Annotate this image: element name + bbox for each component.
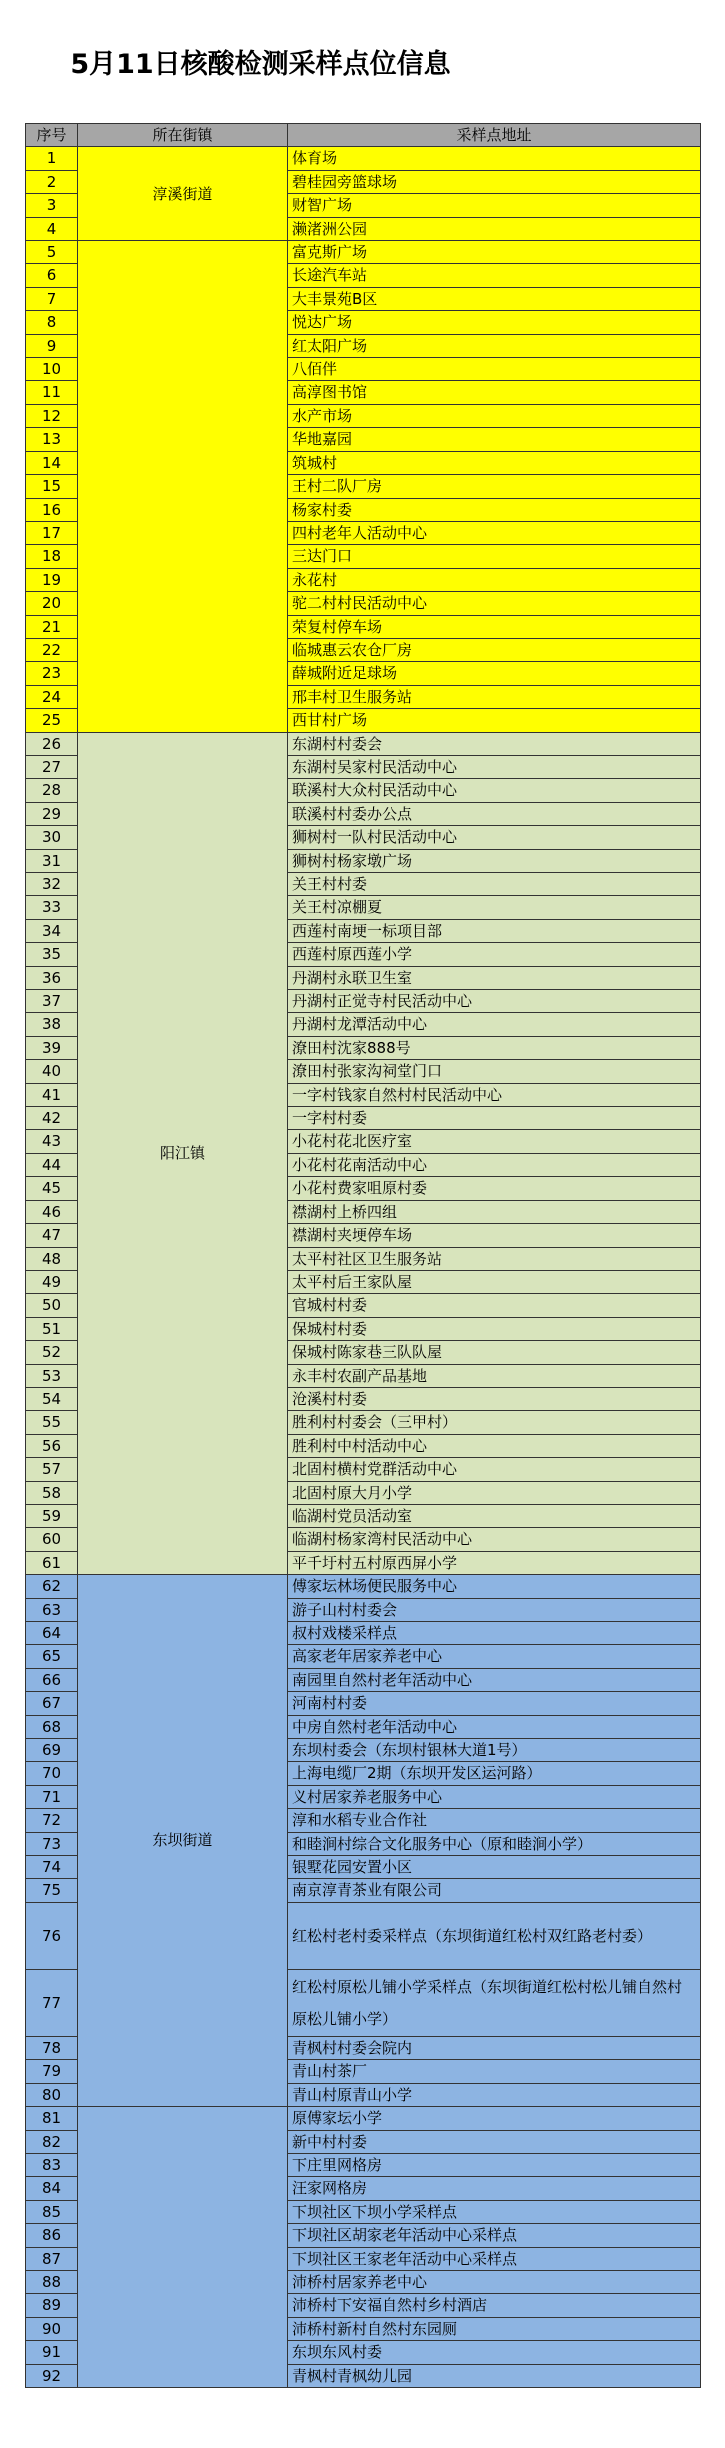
site-address: 傅家坛林场便民服务中心 (288, 1575, 701, 1598)
row-number: 55 (26, 1411, 78, 1434)
site-address: 淳和水稻专业合作社 (288, 1809, 701, 1832)
site-address: 下坝社区下坝小学采样点 (288, 2200, 701, 2223)
row-number: 76 (26, 1902, 78, 1969)
site-address: 青枫村村委会院内 (288, 2036, 701, 2059)
row-number: 25 (26, 709, 78, 732)
site-address: 小花村费家咀原村委 (288, 1177, 701, 1200)
site-address: 太平村后王家队屋 (288, 1270, 701, 1293)
row-number: 6 (26, 264, 78, 287)
row-number: 3 (26, 194, 78, 217)
header-num: 序号 (26, 124, 78, 147)
site-address: 沛桥村下安福自然村乡村酒店 (288, 2294, 701, 2317)
site-address: 保城村陈家巷三队队屋 (288, 1341, 701, 1364)
site-address: 丹湖村永联卫生室 (288, 966, 701, 989)
site-address: 临湖村党员活动室 (288, 1504, 701, 1527)
row-number: 50 (26, 1294, 78, 1317)
site-address: 筑城村 (288, 451, 701, 474)
site-address: 下坝社区王家老年活动中心采样点 (288, 2247, 701, 2270)
site-address: 中房自然村老年活动中心 (288, 1715, 701, 1738)
site-address: 青山村原青山小学 (288, 2083, 701, 2106)
row-number: 71 (26, 1785, 78, 1808)
site-address: 富克斯广场 (288, 241, 701, 264)
site-address: 东坝东风村委 (288, 2341, 701, 2364)
row-number: 11 (26, 381, 78, 404)
row-number: 9 (26, 334, 78, 357)
row-number: 12 (26, 404, 78, 427)
site-address: 新中村村委 (288, 2130, 701, 2153)
row-number: 89 (26, 2294, 78, 2317)
table-body (26, 147, 701, 2388)
row-number: 58 (26, 1481, 78, 1504)
site-address: 青枫村青枫幼儿园 (288, 2364, 701, 2387)
site-address: 南园里自然村老年活动中心 (288, 1668, 701, 1691)
site-address: 南京淳青茶业有限公司 (288, 1879, 701, 1902)
site-address: 一字村钱家自然村村民活动中心 (288, 1083, 701, 1106)
table-row (26, 1575, 701, 1598)
row-number: 56 (26, 1434, 78, 1457)
row-number: 60 (26, 1528, 78, 1551)
row-number: 30 (26, 826, 78, 849)
site-address: 永丰村农副产品基地 (288, 1364, 701, 1387)
row-number: 46 (26, 1200, 78, 1223)
row-number: 68 (26, 1715, 78, 1738)
row-number: 52 (26, 1341, 78, 1364)
table-row (26, 147, 701, 170)
row-number: 33 (26, 896, 78, 919)
row-number: 15 (26, 475, 78, 498)
site-address: 八佰伴 (288, 358, 701, 381)
site-address: 西甘村广场 (288, 709, 701, 732)
row-number: 75 (26, 1879, 78, 1902)
row-number: 83 (26, 2153, 78, 2176)
row-number: 38 (26, 1013, 78, 1036)
header-town: 所在街镇 (78, 124, 288, 147)
site-address: 驼二村村民活动中心 (288, 592, 701, 615)
site-address: 沛桥村居家养老中心 (288, 2270, 701, 2293)
row-number: 64 (26, 1622, 78, 1645)
row-number: 92 (26, 2364, 78, 2387)
site-address: 上海电缆厂2期（东坝开发区运河路） (288, 1762, 701, 1785)
site-address: 联溪村村委办公点 (288, 802, 701, 825)
site-address: 叔村戏楼采样点 (288, 1622, 701, 1645)
row-number: 14 (26, 451, 78, 474)
site-address: 东坝村委会（东坝村银林大道1号） (288, 1739, 701, 1762)
row-number: 84 (26, 2177, 78, 2200)
site-address: 胜利村村委会（三甲村） (288, 1411, 701, 1434)
site-address: 银墅花园安置小区 (288, 1856, 701, 1879)
site-address: 一字村村委 (288, 1107, 701, 1130)
row-number: 31 (26, 849, 78, 872)
site-address: 东湖村吴家村民活动中心 (288, 755, 701, 778)
page-title (0, 42, 725, 81)
row-number: 43 (26, 1130, 78, 1153)
row-number: 23 (26, 662, 78, 685)
town-cell (78, 2107, 288, 2388)
town-cell: 阳江镇 (78, 732, 288, 1575)
row-number: 77 (26, 1969, 78, 2036)
site-address: 官城村村委 (288, 1294, 701, 1317)
row-number: 24 (26, 685, 78, 708)
page-title-text: 5月11日核酸检测采样点位信息 (70, 49, 451, 80)
row-number: 7 (26, 287, 78, 310)
row-number: 65 (26, 1645, 78, 1668)
site-address: 红松村原松儿铺小学采样点（东坝街道红松村松儿铺自然村原松儿铺小学） (288, 1969, 701, 2036)
row-number: 90 (26, 2317, 78, 2340)
table-row (26, 732, 701, 755)
site-address: 汪家网格房 (288, 2177, 701, 2200)
site-address: 原傅家坛小学 (288, 2107, 701, 2130)
row-number: 4 (26, 217, 78, 240)
site-address: 邢丰村卫生服务站 (288, 685, 701, 708)
row-number: 72 (26, 1809, 78, 1832)
site-address: 潦田村沈家888号 (288, 1036, 701, 1059)
row-number: 51 (26, 1317, 78, 1340)
row-number: 35 (26, 943, 78, 966)
site-address: 沧溪村村委 (288, 1387, 701, 1410)
site-address: 杨家村委 (288, 498, 701, 521)
row-number: 78 (26, 2036, 78, 2059)
site-address: 小花村花南活动中心 (288, 1153, 701, 1176)
row-number: 26 (26, 732, 78, 755)
row-number: 8 (26, 311, 78, 334)
site-address: 丹湖村正觉寺村民活动中心 (288, 990, 701, 1013)
row-number: 63 (26, 1598, 78, 1621)
site-address: 碧桂园旁篮球场 (288, 170, 701, 193)
site-address: 体育场 (288, 147, 701, 170)
site-address: 下坝社区胡家老年活动中心采样点 (288, 2224, 701, 2247)
row-number: 37 (26, 990, 78, 1013)
row-number: 17 (26, 521, 78, 544)
row-number: 53 (26, 1364, 78, 1387)
site-address: 太平村社区卫生服务站 (288, 1247, 701, 1270)
row-number: 45 (26, 1177, 78, 1200)
site-address: 丹湖村龙潭活动中心 (288, 1013, 701, 1036)
site-address: 高家老年居家养老中心 (288, 1645, 701, 1668)
town-cell: 淳溪街道 (78, 147, 288, 241)
site-address: 高淳图书馆 (288, 381, 701, 404)
site-address: 大丰景苑B区 (288, 287, 701, 310)
row-number: 34 (26, 919, 78, 942)
site-address: 潦田村张家沟祠堂门口 (288, 1060, 701, 1083)
site-address: 下庄里网格房 (288, 2153, 701, 2176)
site-address: 北固村原大月小学 (288, 1481, 701, 1504)
row-number: 2 (26, 170, 78, 193)
site-address: 平千圩村五村原西屏小学 (288, 1551, 701, 1574)
row-number: 62 (26, 1575, 78, 1598)
row-number: 21 (26, 615, 78, 638)
site-address: 胜利村中村活动中心 (288, 1434, 701, 1457)
site-address: 华地嘉园 (288, 428, 701, 451)
site-address: 保城村村委 (288, 1317, 701, 1340)
site-address: 狮树村一队村民活动中心 (288, 826, 701, 849)
row-number: 61 (26, 1551, 78, 1574)
row-number: 44 (26, 1153, 78, 1176)
sampling-sites-table (25, 123, 701, 2388)
site-address: 关王村村委 (288, 873, 701, 896)
row-number: 87 (26, 2247, 78, 2270)
site-address: 荣复村停车场 (288, 615, 701, 638)
row-number: 16 (26, 498, 78, 521)
row-number: 88 (26, 2270, 78, 2293)
row-number: 82 (26, 2130, 78, 2153)
row-number: 59 (26, 1504, 78, 1527)
site-address: 西莲村原西莲小学 (288, 943, 701, 966)
site-address: 王村二队厂房 (288, 475, 701, 498)
row-number: 5 (26, 241, 78, 264)
header-address: 采样点地址 (288, 124, 701, 147)
row-number: 81 (26, 2107, 78, 2130)
row-number: 79 (26, 2060, 78, 2083)
site-address: 四村老年人活动中心 (288, 521, 701, 544)
row-number: 13 (26, 428, 78, 451)
town-cell (78, 241, 288, 733)
row-number: 73 (26, 1832, 78, 1855)
site-address: 红太阳广场 (288, 334, 701, 357)
row-number: 86 (26, 2224, 78, 2247)
site-address: 襟湖村上桥四组 (288, 1200, 701, 1223)
row-number: 32 (26, 873, 78, 896)
site-address: 西莲村南埂一标项目部 (288, 919, 701, 942)
site-address: 临城惠云农仓厂房 (288, 638, 701, 661)
site-address: 东湖村村委会 (288, 732, 701, 755)
row-number: 40 (26, 1060, 78, 1083)
row-number: 80 (26, 2083, 78, 2106)
row-number: 18 (26, 545, 78, 568)
site-address: 狮树村杨家墩广场 (288, 849, 701, 872)
site-address: 薛城附近足球场 (288, 662, 701, 685)
site-address: 关王村凉棚夏 (288, 896, 701, 919)
site-address: 和睦涧村综合文化服务中心（原和睦涧小学） (288, 1832, 701, 1855)
table-row (26, 241, 701, 264)
row-number: 1 (26, 147, 78, 170)
row-number: 69 (26, 1739, 78, 1762)
row-number: 48 (26, 1247, 78, 1270)
row-number: 20 (26, 592, 78, 615)
row-number: 47 (26, 1224, 78, 1247)
header-row (26, 124, 701, 147)
town-cell: 东坝街道 (78, 1575, 288, 2107)
row-number: 57 (26, 1458, 78, 1481)
row-number: 54 (26, 1387, 78, 1410)
row-number: 41 (26, 1083, 78, 1106)
row-number: 10 (26, 358, 78, 381)
site-address: 游子山村村委会 (288, 1598, 701, 1621)
row-number: 29 (26, 802, 78, 825)
site-address: 襟湖村夹埂停车场 (288, 1224, 701, 1247)
row-number: 36 (26, 966, 78, 989)
site-address: 濑渚洲公园 (288, 217, 701, 240)
row-number: 42 (26, 1107, 78, 1130)
row-number: 67 (26, 1692, 78, 1715)
row-number: 85 (26, 2200, 78, 2223)
site-address: 联溪村大众村民活动中心 (288, 779, 701, 802)
site-address: 财智广场 (288, 194, 701, 217)
row-number: 28 (26, 779, 78, 802)
row-number: 70 (26, 1762, 78, 1785)
row-number: 27 (26, 755, 78, 778)
site-address: 北固村横村党群活动中心 (288, 1458, 701, 1481)
site-address: 悦达广场 (288, 311, 701, 334)
site-address: 三达门口 (288, 545, 701, 568)
site-address: 沛桥村新村自然村东园厕 (288, 2317, 701, 2340)
row-number: 49 (26, 1270, 78, 1293)
row-number: 66 (26, 1668, 78, 1691)
row-number: 74 (26, 1856, 78, 1879)
site-address: 红松村老村委采样点（东坝街道红松村双红路老村委） (288, 1902, 701, 1969)
row-number: 22 (26, 638, 78, 661)
site-address: 临湖村杨家湾村民活动中心 (288, 1528, 701, 1551)
site-address: 长途汽车站 (288, 264, 701, 287)
row-number: 91 (26, 2341, 78, 2364)
site-address: 水产市场 (288, 404, 701, 427)
row-number: 19 (26, 568, 78, 591)
table-header (26, 124, 701, 147)
site-address: 河南村村委 (288, 1692, 701, 1715)
site-address: 义村居家养老服务中心 (288, 1785, 701, 1808)
site-address: 青山村茶厂 (288, 2060, 701, 2083)
site-address: 永花村 (288, 568, 701, 591)
site-address: 小花村花北医疗室 (288, 1130, 701, 1153)
row-number: 39 (26, 1036, 78, 1059)
table-row (26, 2107, 701, 2130)
